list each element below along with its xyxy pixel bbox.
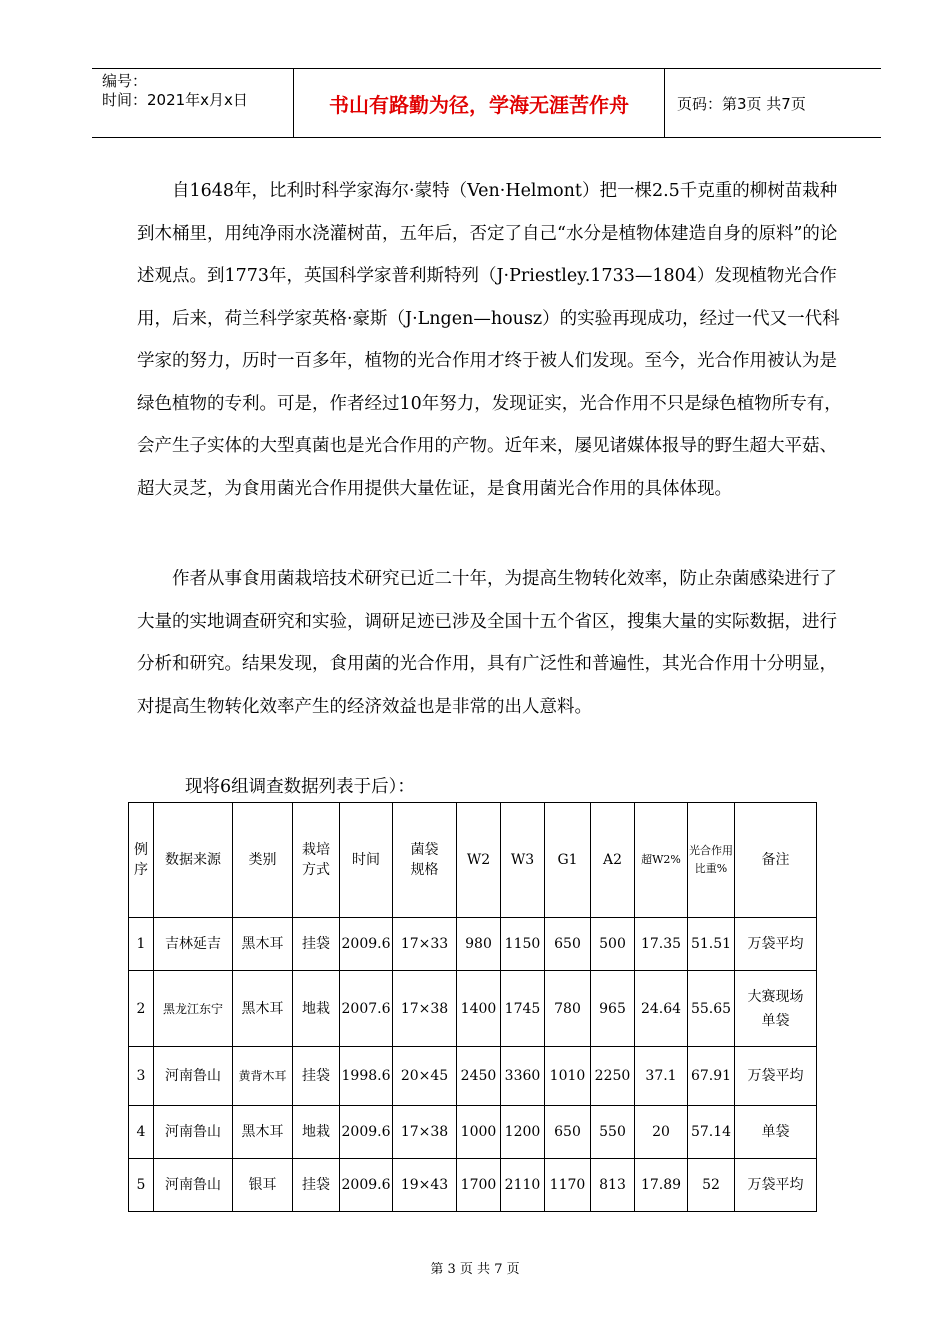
- cell-w2: 2450: [457, 1047, 501, 1106]
- cell-no: 5: [129, 1159, 154, 1212]
- cell-over-w2: 17.89: [635, 1159, 688, 1212]
- cell-type: 黑木耳: [233, 971, 293, 1047]
- paragraph-2: 作者从事食用菌栽培技术研究已近二十年，为提高生物转化效率，防止杂菌感染进行了大量的实地调查研究和实验，调研足迹已涉及全国十五个省区，搜集大量的实际数据，进行分析和研究。结果发现，食用菌的光合作用，具有广泛性和普遍性，其光合作用十分明显，对提高生物转化效率产生的经济效益也是非常的出人意料。: [137, 569, 837, 717]
- cell-note: 万袋平均: [735, 918, 817, 971]
- cell-w3: 1150: [501, 918, 545, 971]
- cell-source: 河南鲁山: [154, 1106, 233, 1159]
- header-w2: W2: [457, 803, 501, 918]
- table-row: [129, 918, 817, 971]
- cell-g1: 650: [545, 1106, 591, 1159]
- header-no: 例序: [129, 803, 154, 918]
- cell-w2: 1000: [457, 1106, 501, 1159]
- cell-time: 2007.6: [340, 971, 393, 1047]
- cell-method: 地栽: [293, 1106, 340, 1159]
- cell-g1: 780: [545, 971, 591, 1047]
- cell-w3: 1745: [501, 971, 545, 1047]
- cell-source: 吉林延吉: [154, 918, 233, 971]
- header-a2: A2: [591, 803, 635, 918]
- cell-a2: 500: [591, 918, 635, 971]
- table-header-row: [129, 803, 817, 918]
- cell-bag: 20×45: [393, 1047, 457, 1106]
- cell-no: 1: [129, 918, 154, 971]
- cell-w2: 1400: [457, 971, 501, 1047]
- cell-w2: 1700: [457, 1159, 501, 1212]
- cell-note: 单袋: [735, 1106, 817, 1159]
- cell-note: 大赛现场单袋: [735, 971, 817, 1047]
- cell-source: 河南鲁山: [154, 1047, 233, 1106]
- page-footer: 第 3 页 共 7 页: [430, 1262, 520, 1277]
- cell-photo-ratio: 67.91: [688, 1047, 735, 1106]
- table-intro: 现将6组调查数据列表于后）：: [185, 777, 415, 797]
- table-row: [129, 1047, 817, 1106]
- header-method: 栽培方式: [293, 803, 340, 918]
- cell-time: 2009.6: [340, 1106, 393, 1159]
- cell-source: 河南鲁山: [154, 1159, 233, 1212]
- cell-w3: 2110: [501, 1159, 545, 1212]
- code-label: 编号：: [102, 72, 148, 90]
- cell-bag: 19×43: [393, 1159, 457, 1212]
- cell-over-w2: 24.64: [635, 971, 688, 1047]
- cell-g1: 1170: [545, 1159, 591, 1212]
- cell-photo-ratio: 51.51: [688, 918, 735, 971]
- cell-w3: 3360: [501, 1047, 545, 1106]
- cell-g1: 1010: [545, 1047, 591, 1106]
- cell-time: 2009.6: [340, 918, 393, 971]
- cell-method: 挂袋: [293, 1159, 340, 1212]
- cell-photo-ratio: 52: [688, 1159, 735, 1212]
- page-header: [92, 68, 881, 138]
- date-label: 时间：2021年x月x日: [102, 91, 248, 109]
- header-w3: W3: [501, 803, 545, 918]
- cell-a2: 2250: [591, 1047, 635, 1106]
- table-row: [129, 1106, 817, 1159]
- cell-source: 黑龙江东宁: [154, 971, 233, 1047]
- cell-type: 银耳: [233, 1159, 293, 1212]
- cell-note: 万袋平均: [735, 1159, 817, 1212]
- table-row: [129, 971, 817, 1047]
- cell-time: 2009.6: [340, 1159, 393, 1212]
- cell-g1: 650: [545, 918, 591, 971]
- header-photo-ratio: 光合作用比重%: [688, 803, 735, 918]
- cell-method: 挂袋: [293, 918, 340, 971]
- cell-type: 黑木耳: [233, 918, 293, 971]
- cell-time: 1998.6: [340, 1047, 393, 1106]
- cell-no: 2: [129, 971, 154, 1047]
- cell-over-w2: 37.1: [635, 1047, 688, 1106]
- cell-note: 万袋平均: [735, 1047, 817, 1106]
- header-over-w2: 超W2%: [635, 803, 688, 918]
- cell-w2: 980: [457, 918, 501, 971]
- cell-type: 黄背木耳: [233, 1047, 293, 1106]
- cell-over-w2: 17.35: [635, 918, 688, 971]
- header-bag: 菌袋规格: [393, 803, 457, 918]
- cell-bag: 17×33: [393, 918, 457, 971]
- cell-bag: 17×38: [393, 1106, 457, 1159]
- cell-method: 挂袋: [293, 1047, 340, 1106]
- paragraph-1: 自1648年，比利时科学家海尔·蒙特（Ven·Helmont）把一棵2.5千克重的柳树苗栽种到木桶里，用纯净雨水浇灌树苗，五年后，否定了自己“水分是植物体建造自身的原料”的论述观点。到1773年，英国科学家普利斯特列（J·Priestley.1733—1804）发现植物光合作用，后来，荷兰科学家英格·豪斯（J·Lngen—housz）的实验再现成功，经过一代又一代科学家的努力，历时一百多年，植物的光合作用才终于被人们发现。至今，光合作用被认为是绿色植物的专利。可是，作者经过10年努力，发现证实，光合作用不只是绿色植物所专有，会产生子实体的大型真菌也是光合作用的产物。近年来，屡见诸媒体报导的野生超大平菇、超大灵芝，为食用菌光合作用提供大量佐证，是食用菌光合作用的具体体现。: [137, 181, 842, 499]
- header-time: 时间: [340, 803, 393, 918]
- cell-a2: 965: [591, 971, 635, 1047]
- header-source: 数据来源: [154, 803, 233, 918]
- header-g1: G1: [545, 803, 591, 918]
- cell-over-w2: 20: [635, 1106, 688, 1159]
- cell-no: 3: [129, 1047, 154, 1106]
- cell-a2: 550: [591, 1106, 635, 1159]
- cell-no: 4: [129, 1106, 154, 1159]
- cell-type: 黑木耳: [233, 1106, 293, 1159]
- cell-bag: 17×38: [393, 971, 457, 1047]
- cell-a2: 813: [591, 1159, 635, 1212]
- header-page-info: 页码：第3页 共7页: [677, 94, 806, 113]
- cell-photo-ratio: 55.65: [688, 971, 735, 1047]
- cell-photo-ratio: 57.14: [688, 1106, 735, 1159]
- cell-w3: 1200: [501, 1106, 545, 1159]
- table-row: [129, 1159, 817, 1212]
- survey-data-table: [128, 802, 817, 1212]
- header-note: 备注: [735, 803, 817, 918]
- header-meta: [92, 69, 293, 137]
- header-type: 类别: [233, 803, 293, 918]
- cell-method: 地栽: [293, 971, 340, 1047]
- header-motto: 书山有路勤为径，学海无涯苦作舟: [293, 69, 665, 137]
